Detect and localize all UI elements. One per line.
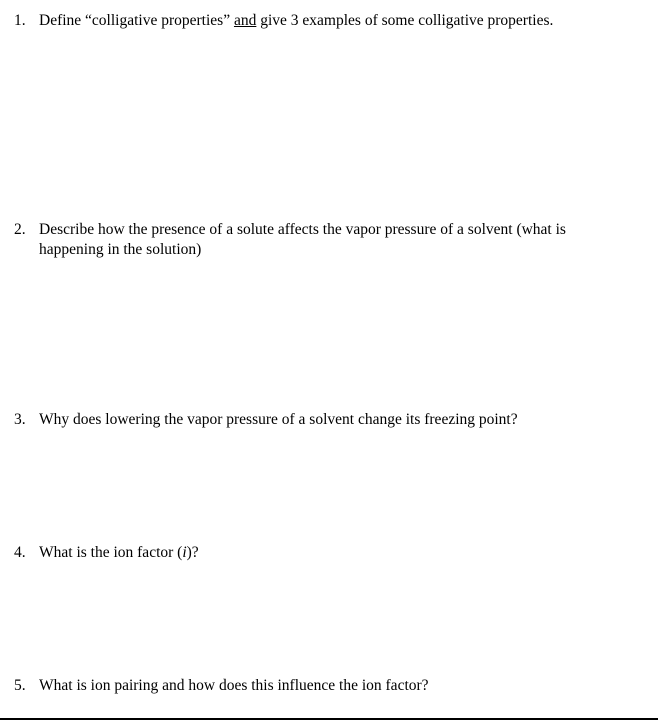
question-number: 3.: [14, 411, 26, 428]
question-text-start: What is the ion factor (: [39, 544, 183, 561]
question-number: 2.: [14, 221, 26, 238]
question-1: [14, 11, 614, 31]
question-text-end: )?: [186, 544, 199, 561]
question-text-end: give 3 examples of some colligative properties.: [256, 12, 554, 29]
question-3: [14, 410, 614, 430]
question-text: Describe how the presence of a solute affects the vapor pressure of a solvent (what is happening in the solution): [39, 221, 566, 258]
question-text: [39, 11, 614, 31]
underlined-word: and: [233, 12, 257, 29]
question-4: [14, 543, 614, 563]
question-text: [39, 543, 614, 563]
question-number: 4.: [14, 544, 26, 561]
question-number: 1.: [14, 12, 26, 29]
question-text: What is ion pairing and how does this influence the ion factor?: [39, 677, 429, 694]
question-5: [14, 676, 614, 696]
question-2: [14, 220, 614, 260]
question-text-start: Define “colligative properties”: [39, 12, 234, 29]
question-number: 5.: [14, 677, 26, 694]
question-text: Why does lowering the vapor pressure of a solvent change its freezing point?: [39, 411, 518, 428]
italic-symbol: i: [182, 544, 187, 561]
